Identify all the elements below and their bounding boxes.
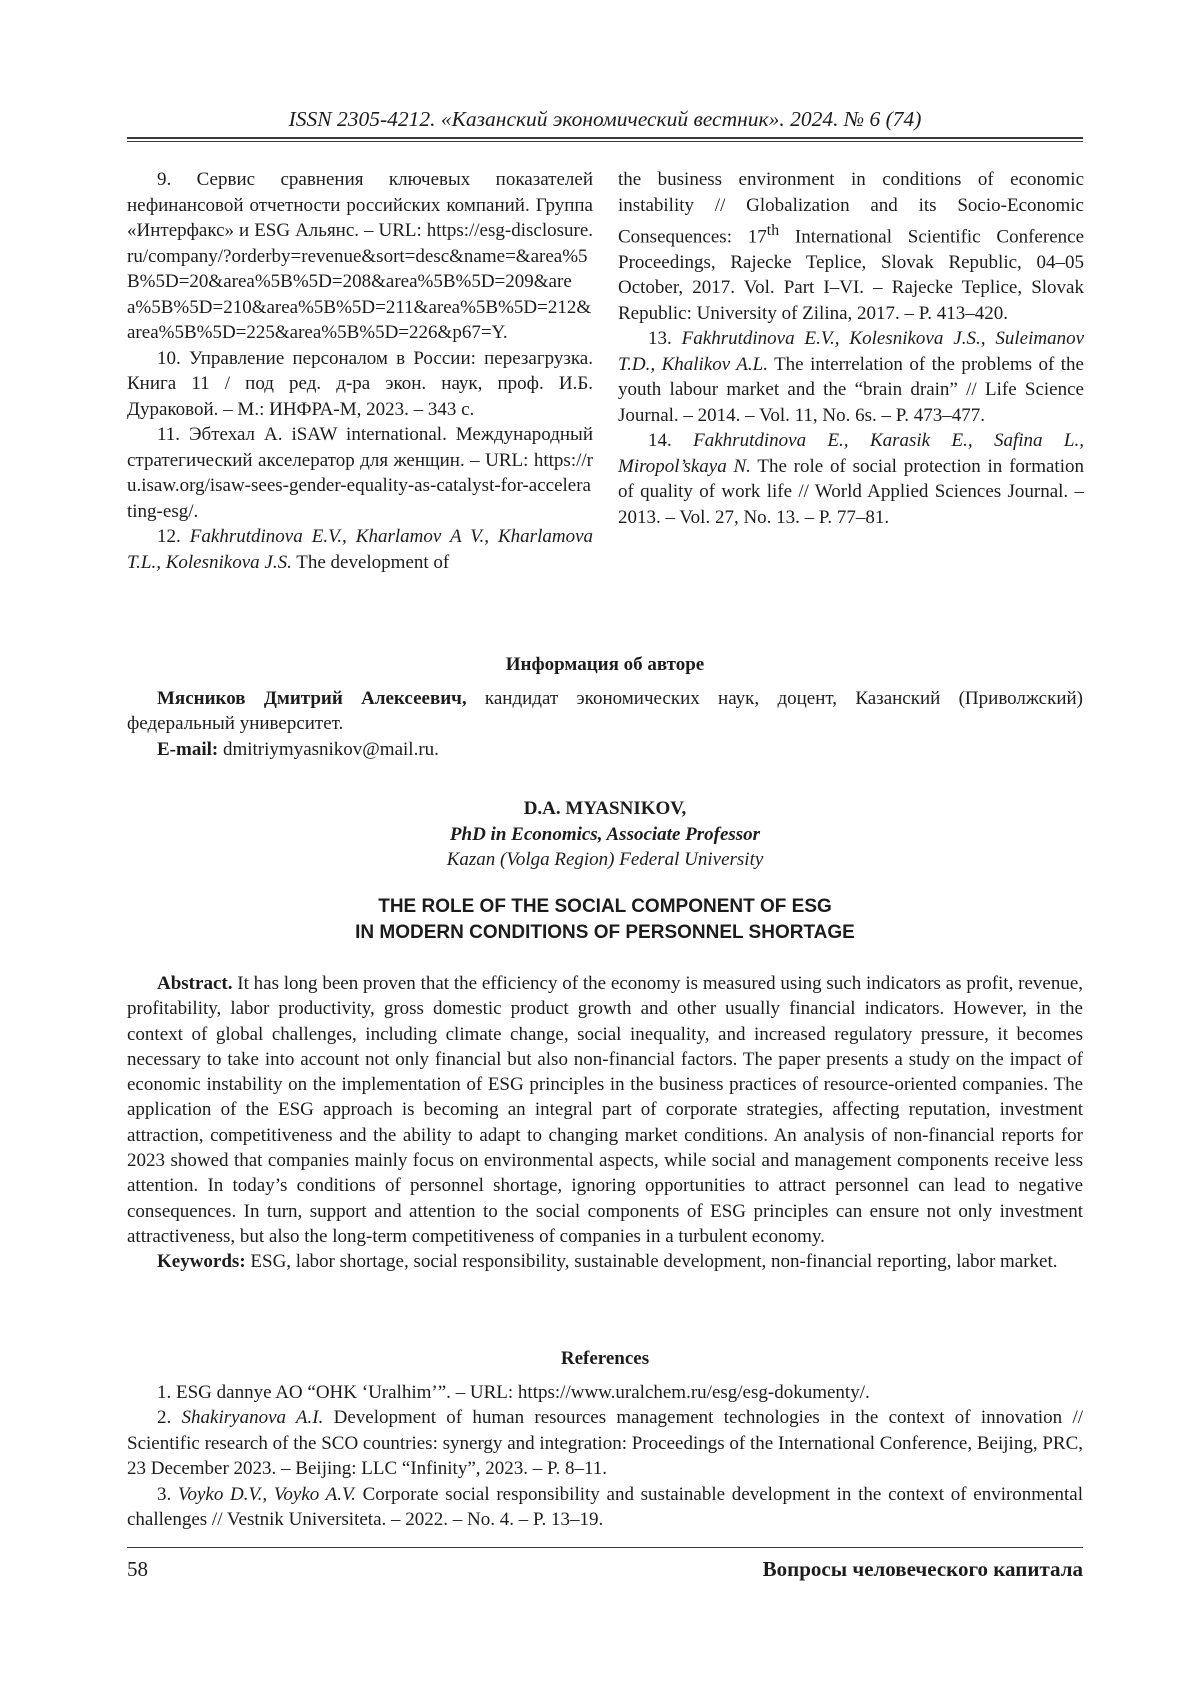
english-author-degree: PhD in Economics, Associate Professor — [449, 823, 761, 845]
footer-rule — [127, 1547, 1083, 1548]
reference-en-3 — [127, 1482, 1083, 1533]
reference-13-number: 13. — [648, 328, 682, 350]
reference-12-number: 12. — [157, 526, 190, 547]
reference-en-1: 1. ESG dannye AO “OHK ‘Uralhim’”. – URL: https://www.uralchem.ru/esg/esg-dokumenty/. — [157, 1381, 870, 1403]
reference-12-start — [127, 524, 593, 575]
reference-10: 10. Управление персоналом в России: перезагрузка. Книга 11 / под ред. д-ра экон. наук, проф. И.Б. Дураковой. – М.: ИНФРА-М, 2023. – 343 с. — [127, 347, 593, 420]
english-article-title — [127, 894, 1083, 946]
abstract-text: It has long been proven that the efficiency of the economy is measured using such indicators as profit, revenue, profitability, labor productivity, gross domestic product growth and other usually financial indicators. However, in the context of global challenges, including climate change, social inequality, and increased regulatory pressure, it becomes necessary to take into account not only financial but also non-financial factors. The paper presents a study on the impact of economic instability on the implementation of ESG principles in the business practices of resource-oriented companies. The application of the ESG approach is becoming an integral part of corporate strategies, affecting reputation, investment attraction, competitiveness and the ability to adapt to changing market conditions. An analysis of non-financial reports for 2023 showed that companies mainly focus on environmental aspects, while social and management components receive less attention. In today’s conditions of personnel shortage, ignoring opportunities to attract personnel can lead to negative consequences. In turn, support and attention to the social components of ESG principles can ensure not only investment attractiveness, but also the long-term competitiveness of companies in a turbulent economy. — [127, 973, 1083, 1247]
email-label: E-mail: — [157, 738, 219, 760]
english-author-name: D.A. MYASNIKOV, — [523, 798, 687, 819]
english-title-line-2: IN MODERN CONDITIONS OF PERSONNEL SHORTAGE — [355, 922, 855, 943]
keywords-text: ESG, labor shortage, social responsibility, sustainable development, non-financial reporting, labor market. — [245, 1251, 1058, 1273]
abstract-section — [127, 971, 1083, 1275]
reference-en-3-number: 3. — [157, 1483, 178, 1505]
references-heading: References — [560, 1348, 650, 1369]
author-email[interactable]: dmitriymyasnikov@mail.ru. — [218, 738, 439, 760]
keywords-paragraph — [127, 1249, 1083, 1274]
author-email-line — [127, 737, 1083, 763]
journal-name: Вопросы человеческого капитала — [762, 1557, 1083, 1581]
reference-11-url[interactable]: https://ru.isaw.org/isaw-sees-gender-equality-as-catalyst-for-accelerating-esg/. — [127, 449, 593, 522]
reference-14-text: The role of social protection in formation of quality of work life // World Applied Sciences Journal. – 2013. – Vol. 27, No. 13. – P. 77–81. — [618, 455, 1084, 528]
header-rule-thick — [127, 137, 1083, 139]
keywords-label: Keywords: — [157, 1251, 246, 1273]
reference-en-2-authors: Shakiryanova A.I. — [181, 1407, 324, 1428]
header-double-rule — [127, 137, 1083, 143]
author-info-section — [127, 652, 1083, 762]
abstract-label: Abstract. — [157, 973, 233, 994]
reference-en-2-number: 2. — [157, 1407, 182, 1428]
reference-12-text-start: The development of — [291, 551, 450, 573]
reference-9-text: 9. Сервис сравнения ключевых показателей нефинансовой отчетности российских компаний. Группа «Интерфакс» и ESG Альянс. – URL: — [127, 169, 593, 241]
reference-13 — [618, 326, 1084, 428]
left-column — [127, 167, 593, 575]
reference-en-3-authors: Voyko D.V., Voyko A.V. — [177, 1483, 356, 1505]
reference-14-number: 14. — [648, 430, 694, 452]
reference-12-superscript: th — [766, 222, 780, 239]
header-rule-thin — [127, 141, 1083, 142]
author-info-heading: Информация об авторе — [505, 654, 705, 675]
running-header: ISSN 2305-4212. «Казанский экономический вестник». 2024. № 6 (74) — [288, 107, 922, 131]
author-info-paragraph — [127, 686, 1083, 737]
reference-en-2-text: Development of human resources management technologies in the context of innovation // Scientific research of the SCO countries: synergy and integration: Proceedings of the International Conference, Beijing, PRC, 23 December 2023. – Beijing: LLC “Infinity”, 2023. – P. 8–11. — [127, 1407, 1084, 1479]
english-title-line-1: THE ROLE OF THE SOCIAL COMPONENT OF ESG — [378, 896, 832, 917]
reference-11 — [127, 422, 593, 524]
author-details: кандидат экономических наук, доцент, Казанский (Приволжский) федеральный университет. — [127, 687, 1083, 734]
reference-12-continued — [618, 167, 1084, 326]
reference-14 — [618, 428, 1084, 530]
page-number: 58 — [127, 1557, 148, 1581]
reference-13-authors: Fakhrutdinova E.V., Kolesnikova J.S., Suleimanov T.D., Khalikov A.L. — [618, 328, 1084, 375]
reference-en-3-text: Corporate social responsibility and sustainable development in the context of environmental challenges // Vestnik Universiteta. – 2022. – No. 4. – P. 13–19. — [127, 1483, 1083, 1530]
references-section — [127, 1346, 1083, 1533]
reference-11-text: 11. Эбтехал А. iSAW international. Международный стратегический акселератор для женщин. – URL: — [127, 424, 593, 471]
reference-12-text-a: the business environment in conditions of economic instability // Globalization and its Socio-Economic Consequences: 17 — [618, 169, 1084, 248]
reference-13-text: The interrelation of the problems of the youth labour market and the “brain drain” // Life Science Journal. – 2014. – Vol. 11, No. 6s. – P. 473–477. — [618, 353, 1084, 426]
reference-12-text-b: International Scientific Conference Proceedings, Rajecke Teplice, Slovak Republic, 04–05 October, 2017. Vol. Part I–VI. – Rajecke Teplice, Slovak Republic: University of Zilina, 2017. – P. 413–420. — [618, 226, 1084, 324]
reference-9 — [127, 167, 593, 346]
abstract-paragraph — [127, 971, 1083, 1249]
reference-14-authors: Fakhrutdinova E., Karasik E., Safina L., Miropol’skaya N. — [618, 430, 1085, 477]
english-author-block — [127, 796, 1083, 873]
reference-9-url[interactable]: https://esg-disclosure.ru/company/?orderby=revenue&sort=desc&name=&area%5B%5D=20&area%5B%5D=208&area%5B%5D=209&area%5B%5D=210&area%5B%5D=211&area%5B%5D=212&area%5B%5D=225&area%5B%5D=226&p67=Y. — [127, 220, 593, 343]
author-name: Мясников Дмитрий Алексеевич, — [157, 687, 467, 709]
english-author-affiliation: Kazan (Volga Region) Federal University — [446, 849, 764, 870]
right-column — [618, 167, 1084, 530]
reference-12-authors: Fakhrutdinova E.V., Kharlamov A V., Kharlamova T.L., Kolesnikova J.S. — [127, 526, 594, 573]
reference-en-2 — [127, 1405, 1083, 1482]
